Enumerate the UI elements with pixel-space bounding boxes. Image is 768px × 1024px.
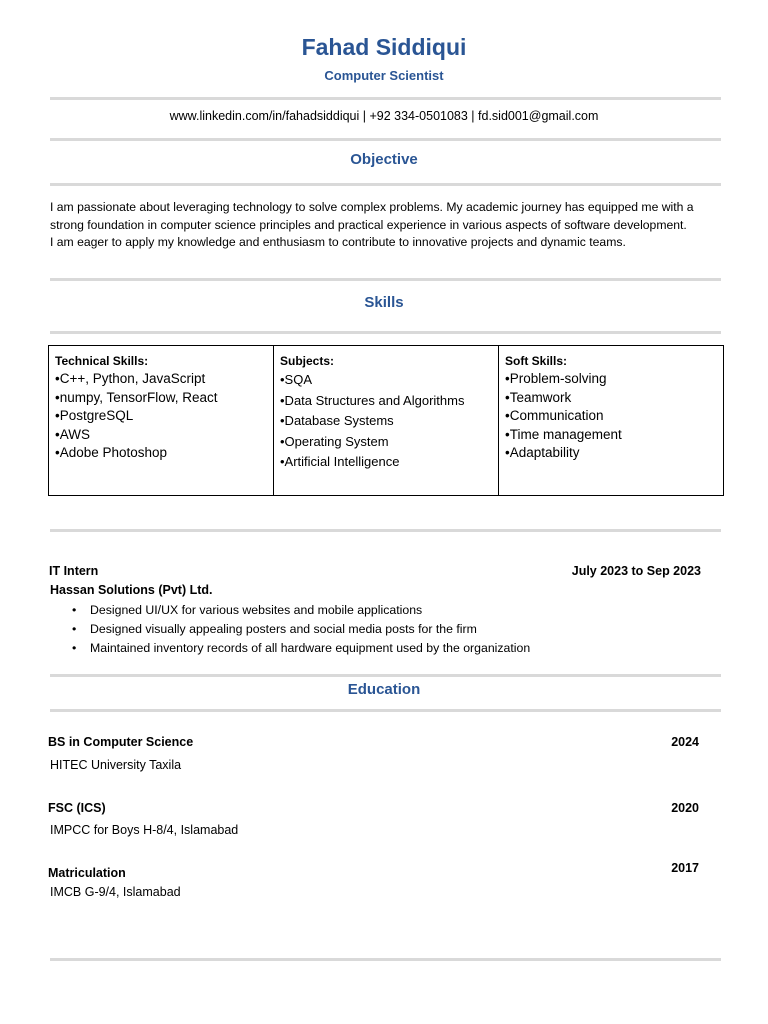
skill-item: •Adaptability	[505, 445, 580, 460]
divider	[50, 138, 721, 141]
resume-title: Computer Scientist	[324, 68, 444, 83]
divider	[50, 278, 721, 281]
skills-column-technical	[49, 346, 274, 495]
skill-item: •Artificial Intelligence	[280, 454, 400, 469]
education-degree: Matriculation	[48, 866, 126, 880]
job-bullets	[72, 601, 530, 658]
divider	[50, 958, 721, 961]
skill-item: •AWS	[55, 426, 90, 442]
skill-item: •Database Systems	[280, 413, 394, 428]
education-year: 2017	[671, 861, 699, 875]
skill-item: •Data Structures and Algorithms	[280, 392, 465, 408]
resume-name: Fahad Siddiqui	[301, 34, 467, 60]
skills-column-title: Soft Skills:	[505, 354, 568, 368]
divider	[50, 529, 721, 532]
objective-heading: Objective	[350, 151, 418, 168]
skills-column-subjects	[274, 346, 499, 495]
education-institution: IMCB G-9/4, Islamabad	[50, 885, 181, 899]
education-institution: HITEC University Taxila	[50, 758, 182, 772]
job-bullet: • Maintained inventory records of all hardware equipment used by the organization	[72, 639, 530, 658]
objective-text	[50, 199, 730, 252]
skills-heading: Skills	[364, 294, 404, 311]
skill-item: •Problem-solving	[505, 371, 607, 386]
divider	[50, 674, 721, 677]
contact-line: www.linkedin.com/in/fahadsiddiqui | +92 334-0501083 | fd.sid001@gmail.com	[169, 109, 599, 123]
skills-table	[48, 345, 724, 496]
divider	[50, 183, 721, 186]
education-institution: IMPCC for Boys H-8/4, Islamabad	[50, 823, 239, 837]
objective-line: strong foundation in computer science principles and practical experience in various aspects of software development.	[50, 217, 687, 232]
education-year: 2024	[671, 735, 699, 749]
company-name: Hassan Solutions (Pvt) Ltd.	[50, 583, 213, 597]
divider	[50, 709, 721, 712]
skill-item: •Communication	[505, 408, 604, 423]
skills-column-soft	[499, 346, 723, 495]
skill-item: •C++, Python, JavaScript	[55, 371, 206, 386]
skill-item: •PostgreSQL	[55, 408, 134, 423]
skill-item: •numpy, TensorFlow, React	[55, 389, 218, 405]
job-bullet: • Designed visually appealing posters and social media posts for the firm	[72, 620, 530, 639]
education-heading: Education	[347, 681, 421, 698]
job-title: IT Intern	[49, 564, 99, 578]
divider	[50, 97, 721, 100]
objective-line: I am eager to apply my knowledge and enthusiasm to contribute to innovative projects and dynamic teams.	[50, 235, 626, 249]
job-dates: July 2023 to Sep 2023	[571, 564, 701, 578]
objective-line: I am passionate about leveraging technology to solve complex problems. My academic journey has equipped me with a	[50, 200, 694, 214]
skill-item: •Teamwork	[505, 389, 572, 405]
education-year: 2020	[671, 801, 699, 815]
divider	[50, 331, 721, 334]
skill-item: •Operating System	[280, 433, 389, 449]
skills-column-title: Subjects:	[280, 354, 335, 368]
skill-item: •SQA	[280, 372, 313, 387]
skill-item: •Time management	[505, 426, 622, 442]
job-bullet: • Designed UI/UX for various websites and mobile applications	[72, 601, 530, 620]
skill-item: •Adobe Photoshop	[55, 445, 168, 460]
skills-column-title: Technical Skills:	[55, 354, 149, 368]
education-degree: FSC (ICS)	[48, 801, 106, 815]
education-degree: BS in Computer Science	[48, 735, 194, 749]
